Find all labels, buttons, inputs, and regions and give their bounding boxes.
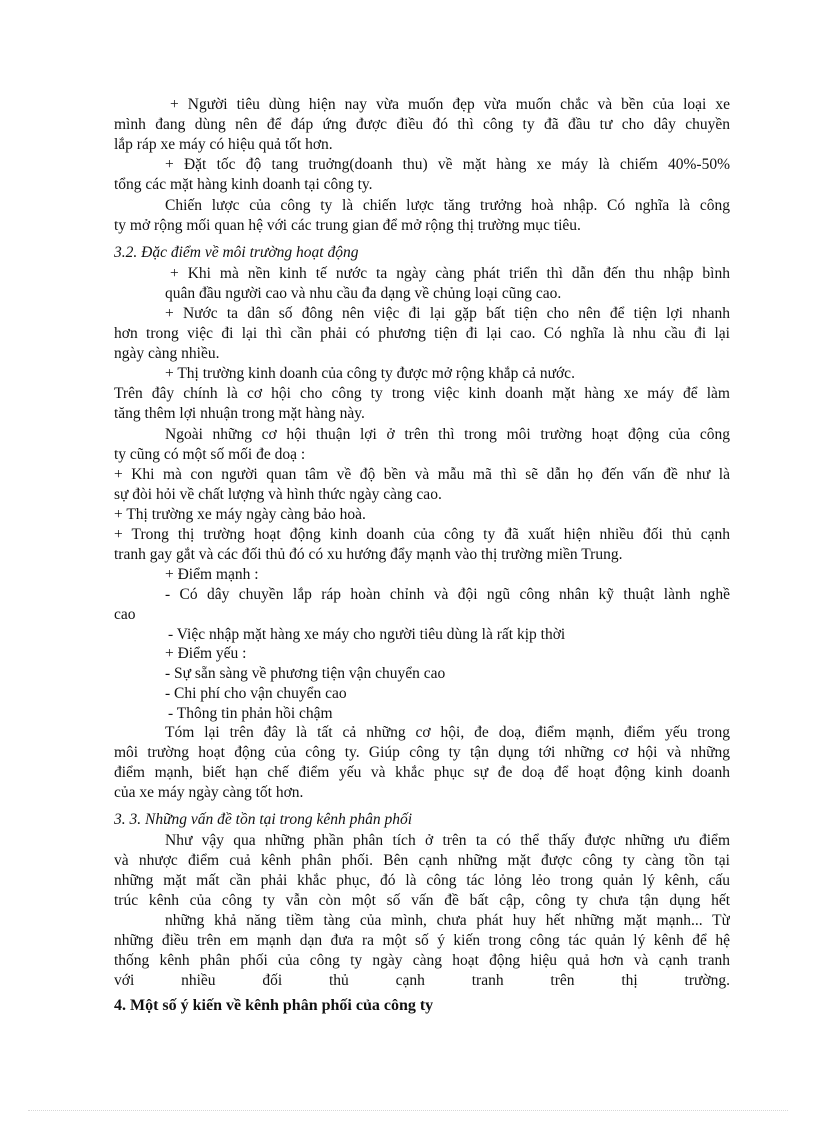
text-line: Như vậy qua những phần phân tích ở trên ta có thể thấy được những ưu điểm: [165, 832, 730, 849]
section-heading-3-2: 3.2. Đặc điểm về môi trường hoạt động: [114, 244, 359, 261]
text-line: - Việc nhập mặt hàng xe máy cho người tiêu dùng là rất kịp thời: [168, 626, 566, 643]
page-bottom-rule: [28, 1110, 788, 1111]
text-line: - Có dây chuyền lắp ráp hoàn chỉnh và đội ngũ công nhân kỹ thuật lành nghề: [165, 586, 730, 603]
text-line: mình đang dùng nên để đáp ứng được điều đó thì công ty đã đầu tư cho dây chuyền: [114, 116, 730, 133]
text-line: với nhiều đối thủ cạnh tranh trên thị trường.: [114, 972, 730, 989]
text-line: hơn trong việc đi lại thì cần phải có phương tiện đi lại cao. Có nghĩa là nhu cầu đi lại: [114, 325, 730, 342]
text-line: Trên đây chính là cơ hội cho công ty trong việc kinh doanh mặt hàng xe máy để làm: [114, 385, 730, 402]
text-line: ty mở rộng mối quan hệ với các trung gian để mở rộng thị trường mục tiêu.: [114, 217, 581, 234]
text-line: sự đòi hỏi về chất lượng và hình thức ngày càng cao.: [114, 486, 442, 503]
text-line: và nhược điểm cuả kênh phân phối. Bên cạnh những mặt được công ty càng tồn tại: [114, 852, 730, 869]
text-line: + Thị trường xe máy ngày càng bảo hoà.: [114, 506, 366, 523]
text-line: trúc kênh của công ty vẫn còn một số vấn đề bất cập, công ty chưa tận dụng hết: [114, 892, 730, 909]
text-line: của xe máy ngày càng tốt hơn.: [114, 784, 304, 801]
text-line: Chiến lược của công ty là chiến lược tăng trưởng hoà nhập. Có nghĩa là công: [165, 197, 730, 214]
text-line: tổng các mặt hàng kinh doanh tại công ty.: [114, 176, 373, 193]
text-line: + Điểm mạnh :: [165, 566, 259, 583]
text-line: lắp ráp xe máy có hiệu quả tốt hơn.: [114, 136, 333, 153]
section-heading-4: 4. Một số ý kiến về kênh phân phối của công ty: [114, 997, 434, 1014]
text-line: + Nước ta dân số đông nên việc đi lại gặp bất tiện cho nên để tiện lợi nhanh: [165, 305, 730, 322]
text-line: môi trường hoạt động của công ty. Giúp công ty tận dụng tới những cơ hội và những: [114, 744, 730, 761]
text-line: - Thông tin phản hồi chậm: [168, 705, 333, 722]
text-line: điểm mạnh, biết hạn chế điểm yếu và khắc phục sự đe doạ để hoạt động kinh doanh: [114, 764, 730, 781]
text-line: Ngoài những cơ hội thuận lợi ở trên thì trong môi trường hoạt động của công: [165, 426, 730, 443]
text-line: tranh gay gắt và các đối thủ đó có xu hướng đẩy mạnh vào thị trường miền Trung.: [114, 546, 623, 563]
text-line: tăng thêm lợi nhuận trong mặt hàng này.: [114, 405, 365, 422]
text-line: quân đầu người cao và nhu cầu đa dạng về chủng loại cũng cao.: [165, 285, 562, 302]
text-line: - Chi phí cho vận chuyển cao: [165, 685, 347, 702]
text-line: + Khi mà nền kinh tế nước ta ngày càng phát triển thì dẫn đến thu nhập bình: [170, 265, 730, 282]
text-line: + Người tiêu dùng hiện nay vừa muốn đẹp vừa muốn chắc và bền của loại xe: [170, 96, 730, 113]
text-line: + Khi mà con người quan tâm về độ bền và mẫu mã thì sẽ dẫn họ đến vấn đề như là: [114, 466, 730, 483]
text-line: + Điểm yếu :: [165, 645, 247, 662]
text-line: ty cũng có một số mối đe doạ :: [114, 446, 306, 463]
text-line: + Trong thị trường hoạt động kinh doanh của công ty đã xuất hiện nhiều đối thủ cạnh: [114, 526, 730, 543]
text-line: ngày càng nhiều.: [114, 345, 220, 362]
text-line: thống kênh phân phối của công ty ngày càng hoạt động hiệu quả hơn và cạnh tranh: [114, 952, 730, 969]
text-line: - Sự sẵn sàng về phương tiện vận chuyển cao: [165, 665, 446, 682]
text-line: những khả năng tiềm tàng của mình, chưa phát huy hết những mặt mạnh... Từ: [165, 912, 730, 929]
text-line: cao: [114, 606, 136, 623]
text-line: + Thị trường kinh doanh của công ty được mở rộng khắp cả nước.: [165, 365, 575, 382]
text-line: Tóm lại trên đây là tất cả những cơ hội, đe doạ, điểm mạnh, điểm yếu trong: [165, 724, 730, 741]
section-heading-3-3: 3. 3. Những vấn đề tồn tại trong kênh phân phối: [114, 811, 413, 828]
text-line: + Đặt tốc độ tang truởng(doanh thu) về mặt hàng xe máy là chiếm 40%-50%: [165, 156, 730, 173]
text-line: những mặt mất cần phải khắc phục, đó là công tác lỏng lẻo trong quản lý kênh, cấu: [114, 872, 730, 889]
text-line: những điều trên em mạnh dạn đưa ra một số ý kiến trong công tác quản lý kênh để hệ: [114, 932, 730, 949]
